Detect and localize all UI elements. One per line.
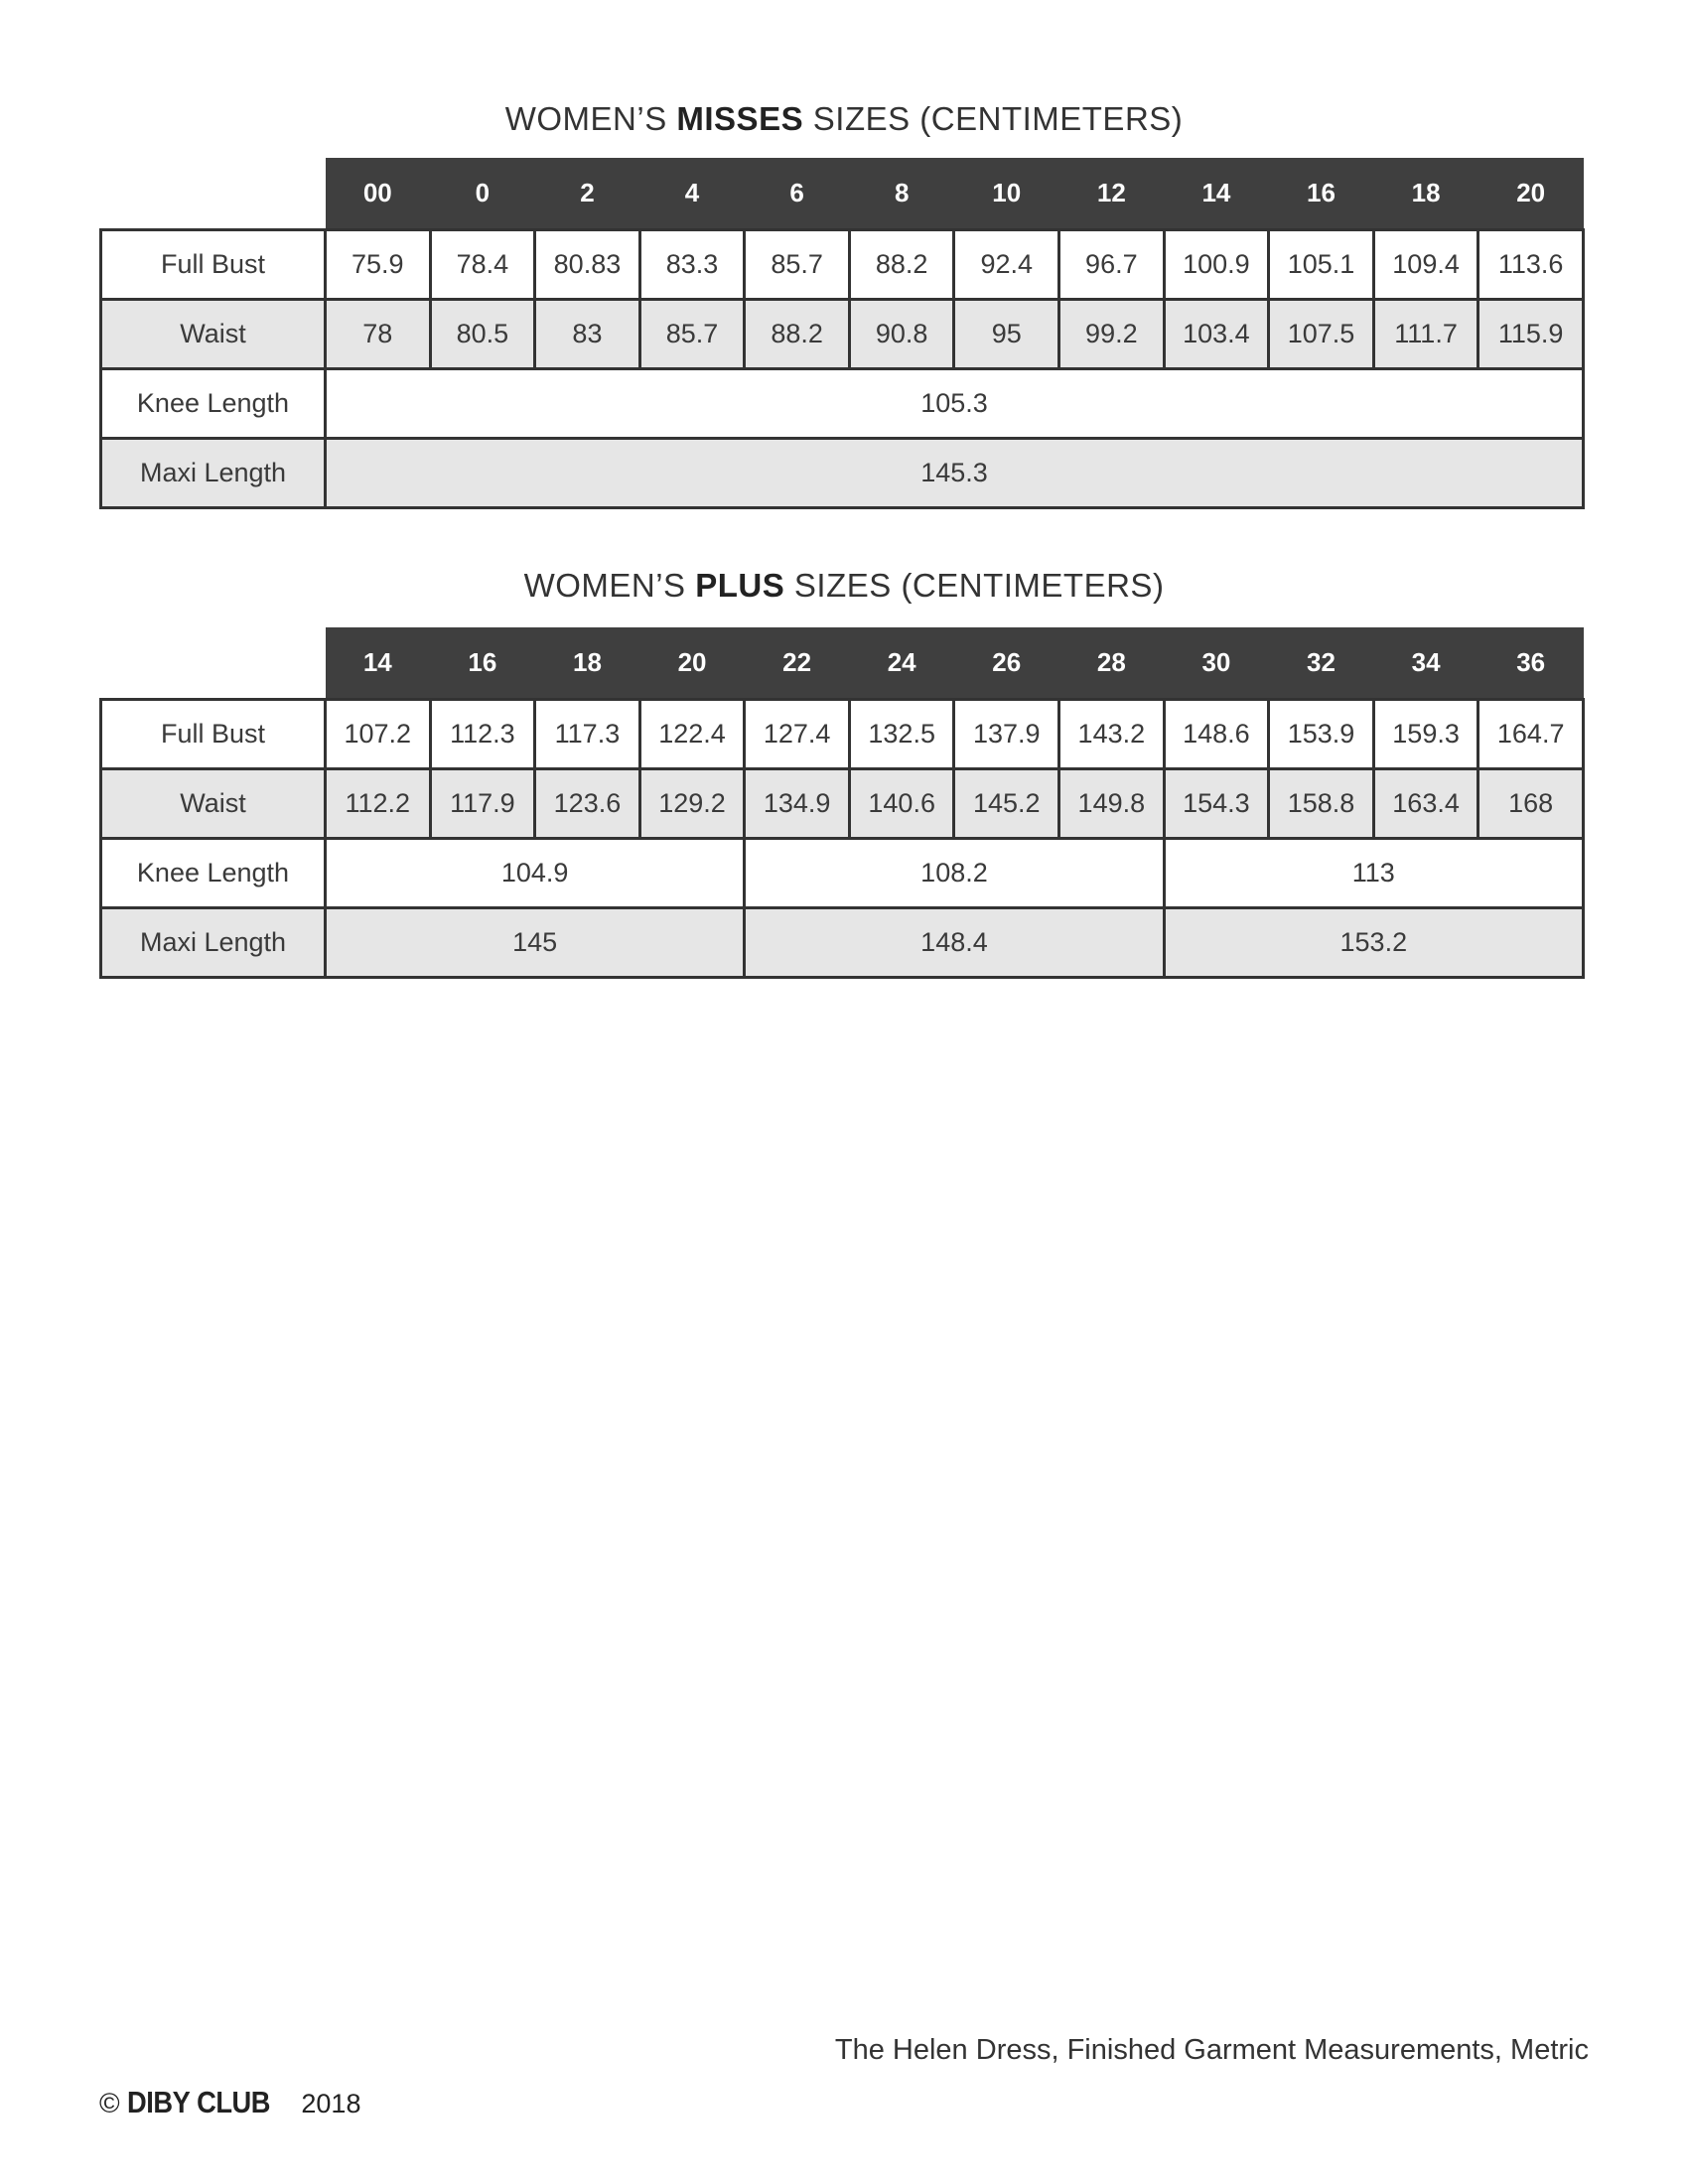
measurement-cell: 78 bbox=[326, 300, 431, 369]
measurement-cell: 117.9 bbox=[430, 769, 535, 839]
measurement-cell: 85.7 bbox=[639, 300, 745, 369]
measurement-cell: 88.2 bbox=[745, 300, 850, 369]
measurement-cell: 145.2 bbox=[954, 769, 1059, 839]
measurement-cell: 83.3 bbox=[639, 230, 745, 300]
measurement-cell: 100.9 bbox=[1164, 230, 1269, 300]
measurement-cell: 108.2 bbox=[745, 839, 1164, 908]
size-header: 26 bbox=[954, 627, 1059, 700]
row-label: Maxi Length bbox=[101, 439, 326, 508]
measurement-cell: 159.3 bbox=[1373, 700, 1478, 769]
table-corner bbox=[101, 158, 326, 230]
plus-waist-row bbox=[101, 769, 1584, 839]
measurement-cell: 109.4 bbox=[1373, 230, 1478, 300]
size-header: 16 bbox=[1269, 158, 1374, 230]
measurement-cell: 105.3 bbox=[326, 369, 1584, 439]
size-header: 20 bbox=[639, 627, 745, 700]
plus-section-title bbox=[0, 567, 1688, 605]
measurement-cell: 153.2 bbox=[1164, 908, 1583, 978]
row-label: Full Bust bbox=[101, 230, 326, 300]
measurement-cell: 145.3 bbox=[326, 439, 1584, 508]
size-header: 30 bbox=[1164, 627, 1269, 700]
measurement-cell: 113.6 bbox=[1478, 230, 1584, 300]
measurement-cell: 163.4 bbox=[1373, 769, 1478, 839]
size-header: 14 bbox=[1164, 158, 1269, 230]
size-header: 20 bbox=[1478, 158, 1584, 230]
row-label: Waist bbox=[101, 769, 326, 839]
row-label: Maxi Length bbox=[101, 908, 326, 978]
measurement-cell: 105.1 bbox=[1269, 230, 1374, 300]
measurement-cell: 145 bbox=[326, 908, 745, 978]
measurement-cell: 158.8 bbox=[1269, 769, 1374, 839]
row-label: Full Bust bbox=[101, 700, 326, 769]
size-header: 12 bbox=[1059, 158, 1165, 230]
measurement-cell: 111.7 bbox=[1373, 300, 1478, 369]
copyright-icon: © bbox=[99, 2088, 120, 2118]
measurement-cell: 149.8 bbox=[1059, 769, 1165, 839]
size-header: 0 bbox=[430, 158, 535, 230]
misses-maxi-length-row bbox=[101, 439, 1584, 508]
measurement-cell: 83 bbox=[535, 300, 640, 369]
size-header: 18 bbox=[1373, 158, 1478, 230]
size-header: 36 bbox=[1478, 627, 1584, 700]
misses-full-bust-row bbox=[101, 230, 1584, 300]
measurement-cell: 134.9 bbox=[745, 769, 850, 839]
measurement-cell: 112.2 bbox=[326, 769, 431, 839]
measurement-cell: 164.7 bbox=[1478, 700, 1584, 769]
size-header: 24 bbox=[849, 627, 954, 700]
row-label: Knee Length bbox=[101, 369, 326, 439]
measurement-cell: 95 bbox=[954, 300, 1059, 369]
measurement-cell: 132.5 bbox=[849, 700, 954, 769]
size-header: 14 bbox=[326, 627, 431, 700]
measurement-cell: 117.3 bbox=[535, 700, 640, 769]
measurement-cell: 90.8 bbox=[849, 300, 954, 369]
brand-footer bbox=[99, 2085, 360, 2120]
measurement-cell: 80.83 bbox=[535, 230, 640, 300]
measurement-cell: 115.9 bbox=[1478, 300, 1584, 369]
size-header: 00 bbox=[326, 158, 431, 230]
measurement-cell: 129.2 bbox=[639, 769, 745, 839]
measurement-cell: 168 bbox=[1478, 769, 1584, 839]
table-corner bbox=[101, 627, 326, 700]
measurement-cell: 80.5 bbox=[430, 300, 535, 369]
measurement-cell: 122.4 bbox=[639, 700, 745, 769]
plus-title-prefix: WOMEN’S bbox=[523, 567, 696, 604]
misses-section-title bbox=[0, 100, 1688, 138]
misses-title-suffix: SIZES (CENTIMETERS) bbox=[803, 100, 1184, 137]
measurement-cell: 154.3 bbox=[1164, 769, 1269, 839]
size-header: 4 bbox=[639, 158, 745, 230]
plus-title-bold: PLUS bbox=[695, 567, 785, 604]
measurement-cell: 140.6 bbox=[849, 769, 954, 839]
size-header: 32 bbox=[1269, 627, 1374, 700]
measurement-cell: 113 bbox=[1164, 839, 1583, 908]
measurement-cell: 148.6 bbox=[1164, 700, 1269, 769]
plus-size-header-row bbox=[101, 627, 1584, 700]
measurement-cell: 112.3 bbox=[430, 700, 535, 769]
size-header: 18 bbox=[535, 627, 640, 700]
size-header: 16 bbox=[430, 627, 535, 700]
measurement-cell: 104.9 bbox=[326, 839, 745, 908]
misses-size-table bbox=[99, 158, 1585, 509]
measurement-cell: 107.5 bbox=[1269, 300, 1374, 369]
size-header: 2 bbox=[535, 158, 640, 230]
size-header: 8 bbox=[849, 158, 954, 230]
misses-knee-length-row bbox=[101, 369, 1584, 439]
size-header: 28 bbox=[1059, 627, 1165, 700]
plus-size-table bbox=[99, 627, 1585, 979]
plus-maxi-length-row bbox=[101, 908, 1584, 978]
measurement-cell: 99.2 bbox=[1059, 300, 1165, 369]
measurement-cell: 78.4 bbox=[430, 230, 535, 300]
measurement-cell: 137.9 bbox=[954, 700, 1059, 769]
plus-knee-length-row bbox=[101, 839, 1584, 908]
measurement-cell: 88.2 bbox=[849, 230, 954, 300]
measurement-cell: 85.7 bbox=[745, 230, 850, 300]
measurement-cell: 143.2 bbox=[1059, 700, 1165, 769]
misses-size-header-row bbox=[101, 158, 1584, 230]
measurement-cell: 92.4 bbox=[954, 230, 1059, 300]
measurement-cell: 96.7 bbox=[1059, 230, 1165, 300]
misses-title-bold: MISSES bbox=[676, 100, 804, 137]
row-label: Waist bbox=[101, 300, 326, 369]
measurement-cell: 153.9 bbox=[1269, 700, 1374, 769]
measurement-cell: 103.4 bbox=[1164, 300, 1269, 369]
measurement-cell: 107.2 bbox=[326, 700, 431, 769]
size-header: 34 bbox=[1373, 627, 1478, 700]
copyright-year: 2018 bbox=[301, 2089, 361, 2118]
measurement-cell: 123.6 bbox=[535, 769, 640, 839]
document-caption: The Helen Dress, Finished Garment Measurements, Metric bbox=[834, 2034, 1589, 2066]
row-label: Knee Length bbox=[101, 839, 326, 908]
measurement-cell: 75.9 bbox=[326, 230, 431, 300]
plus-title-suffix: SIZES (CENTIMETERS) bbox=[784, 567, 1165, 604]
brand-logo-text: DIBY CLUB bbox=[127, 2085, 271, 2119]
measurement-cell: 127.4 bbox=[745, 700, 850, 769]
misses-title-prefix: WOMEN’S bbox=[504, 100, 677, 137]
size-header: 22 bbox=[745, 627, 850, 700]
size-header: 10 bbox=[954, 158, 1059, 230]
size-header: 6 bbox=[745, 158, 850, 230]
misses-waist-row bbox=[101, 300, 1584, 369]
plus-full-bust-row bbox=[101, 700, 1584, 769]
measurement-cell: 148.4 bbox=[745, 908, 1164, 978]
